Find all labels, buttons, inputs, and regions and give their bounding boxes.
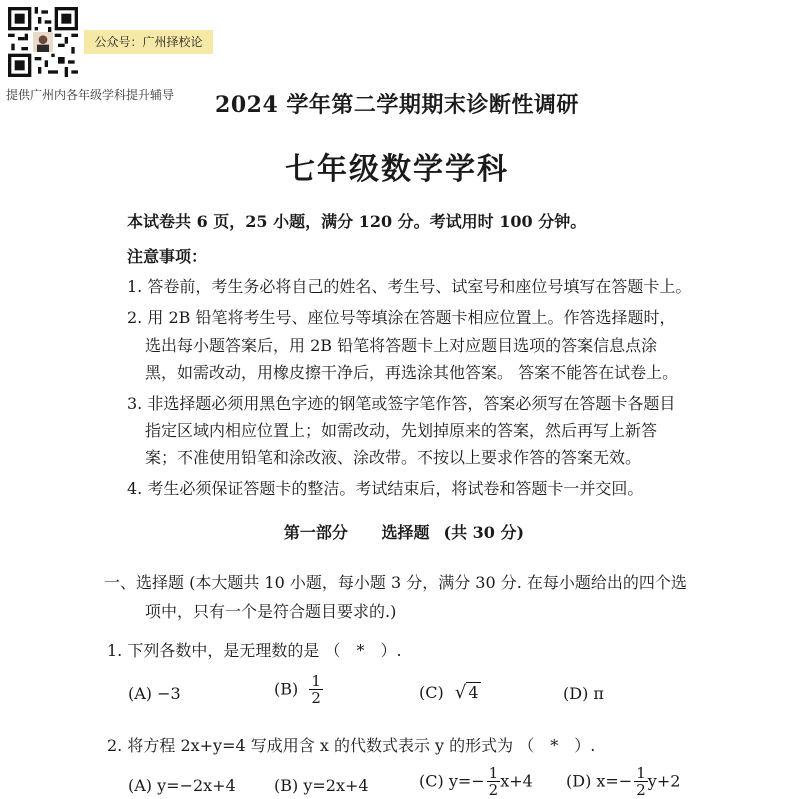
subject-title: 七年级数学学科 bbox=[285, 152, 509, 187]
notice-line: 4. 考生必须保证答题卡的整洁。考试结束后，将试卷和答题卡一并交回。 bbox=[127, 479, 644, 498]
section-name: 选择题 bbox=[381, 523, 430, 542]
q2-option-d bbox=[566, 766, 680, 798]
q1-option-c-label: (C) bbox=[419, 683, 444, 702]
q2-option-c-tail: x+4 bbox=[500, 771, 533, 791]
fraction bbox=[487, 766, 501, 798]
q1-option-b-label: (B) bbox=[274, 679, 299, 699]
radicand: 4 bbox=[468, 683, 479, 702]
fraction-denominator: 2 bbox=[311, 689, 321, 707]
account-badge: 公众号：广州择校论 bbox=[84, 30, 213, 54]
q2-option-d-label: (D) x=− bbox=[566, 771, 633, 791]
radical-sign: √ bbox=[454, 682, 467, 703]
q1-option-d: (D) π bbox=[563, 684, 604, 703]
notice-line: 2. 用 2B 铅笔将考生号、座位号等填涂在答题卡相应位置上。作答选择题时， bbox=[127, 308, 676, 327]
q1-option-a: (A) −3 bbox=[128, 684, 181, 703]
qr-code-icon bbox=[8, 6, 78, 78]
q2-option-d-tail: y+2 bbox=[647, 771, 681, 791]
instructions-line: 一、选择题 (本大题共 10 小题，每小题 3 分，满分 30 分. 在每小题给出的四个选 bbox=[104, 573, 687, 592]
instructions-line: 项中，只有一个是符合题目要求的.) bbox=[145, 602, 397, 621]
q1-option-c bbox=[419, 682, 481, 703]
fraction-denominator: 2 bbox=[636, 781, 646, 799]
q2-option-a: (A) y=−2x+4 bbox=[128, 776, 236, 795]
notice-line: 黑，如需改动，用橡皮擦干净后，再选涂其他答案。 答案不能答在试卷上。 bbox=[145, 363, 679, 382]
fraction-numerator: 1 bbox=[636, 764, 646, 782]
q2-option-b: (B) y=2x+4 bbox=[274, 776, 369, 795]
notice-heading: 注意事项： bbox=[127, 247, 208, 266]
section-part: 第一部分 bbox=[283, 523, 348, 542]
fraction-denominator: 2 bbox=[488, 781, 499, 799]
exam-info: 本试卷共 6 页，25 小题，满分 120 分。考试用时 100 分钟。 bbox=[127, 212, 587, 231]
q2-option-c bbox=[419, 766, 533, 798]
notice-line: 案；不准使用铅笔和涂改液、涂改带。不按以上要求作答的答案无效。 bbox=[145, 448, 642, 467]
q2-option-c-label: (C) y=− bbox=[419, 771, 485, 791]
fraction-numerator: 1 bbox=[488, 764, 499, 782]
fraction bbox=[309, 674, 323, 706]
notice-line: 1. 答卷前，考生务必将自己的姓名、考生号、试室号和座位号填写在答题卡上。 bbox=[127, 277, 692, 296]
fraction-numerator: 1 bbox=[311, 672, 321, 690]
question-2-stem: 2. 将方程 2x+y=4 写成用含 x 的代数式表示 y 的形式为 （ * ）. bbox=[107, 736, 596, 755]
notice-line: 选出每小题答案后，用 2B 铅笔将答题卡上对应题目选项的答案信息点涂 bbox=[145, 336, 658, 355]
fraction bbox=[634, 766, 648, 798]
tutoring-note: 提供广州内各年级学科提升辅导 bbox=[6, 88, 175, 102]
exam-title: 2024 学年第二学期期末诊断性调研 bbox=[215, 92, 579, 118]
notice-line: 3. 非选择题必须用黑色字迹的钢笔或签字笔作答，答案必须写在答题卡各题目 bbox=[127, 394, 676, 413]
notice-line: 指定区域内相应位置上；如需改动，先划掉原来的答案，然后再写上新答 bbox=[145, 421, 658, 440]
square-root bbox=[455, 682, 481, 703]
question-1-stem: 1. 下列各数中，是无理数的是 （ * ）. bbox=[107, 641, 402, 660]
section-score: (共 30 分) bbox=[443, 523, 525, 542]
section-heading bbox=[0, 520, 794, 543]
q1-option-b bbox=[274, 674, 323, 706]
